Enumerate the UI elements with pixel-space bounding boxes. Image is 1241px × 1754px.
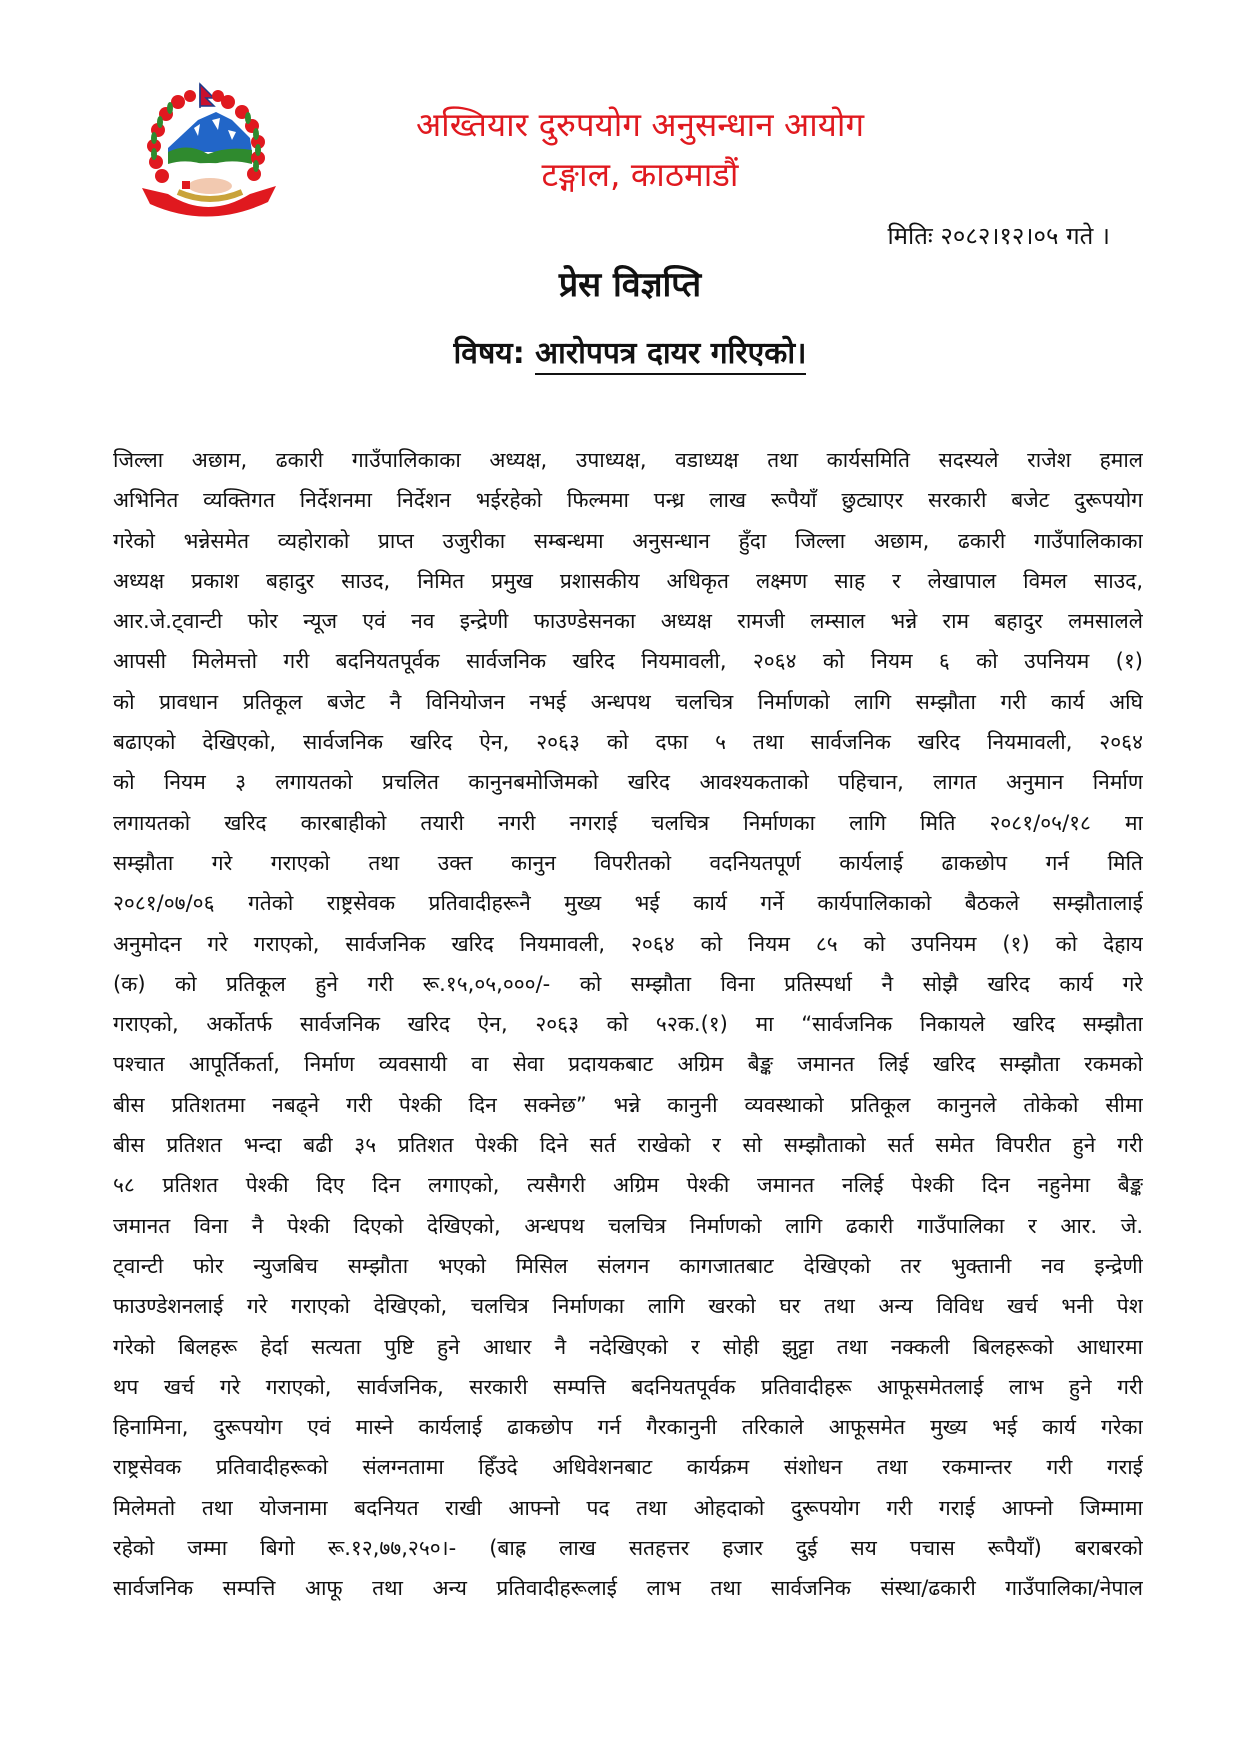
body-line: अनुमोदन गरे गराएको, सार्वजनिक खरिद नियमावली, २०६४ को नियम ८५ को उपनियम (१) को देहाय <box>113 931 1143 956</box>
body-line: को प्रावधान प्रतिकूल बजेट नै विनियोजन नभई अन्धपथ चलचित्र निर्माणको लागि सम्झौता गरी कार्य अघि <box>113 689 1143 714</box>
handshake-shape <box>188 178 232 194</box>
body-line: रहेको जम्मा बिगो रू.१२,७७,२५०।- (बाह्र लाख सतहत्तर हजार दुई सय पचास रूपैयाँ) बराबरको <box>113 1536 1143 1561</box>
body-line: को नियम ३ लगायतको प्रचलित कानुनबमोजिमको खरिद आवश्यकताको पहिचान, लागत अनुमान निर्माण <box>113 770 1143 795</box>
organization-name: अख्तियार दुरुपयोग अनुसन्धान आयोग <box>415 105 865 144</box>
body-line: बीस प्रतिशतमा नबढ्ने गरी पेश्की दिन सक्नेछ” भन्ने कानुनी व्यवस्थाको प्रतिकूल कानुनले तोकेको सीमा <box>113 1092 1143 1117</box>
body-line: (क) को प्रतिकूल हुने गरी रू.१५,०५,०००/- को सम्झौता विना प्रतिस्पर्धा नै सोझै खरिद कार्य गरे <box>113 971 1143 996</box>
body-line: लगायतको खरिद कारबाहीको तयारी नगरी नगराई चलचित्र निर्माणका लागि मिति २०८१/०५/१८ मा <box>113 810 1143 835</box>
body-line: सार्वजनिक सम्पत्ति आफू तथा अन्य प्रतिवादीहरूलाई लाभ तथा सार्वजनिक संस्था/ढकारी गाउँपालिका/नेपाल <box>113 1576 1143 1601</box>
body-line: थप खर्च गरे गराएको, सार्वजनिक, सरकारी सम्पत्ति बदनियतपूर्वक प्रतिवादीहरू आफूसमेतलाई लाभ हुने गरी <box>113 1374 1143 1399</box>
body-line: गरेको बिलहरू हेर्दा सत्यता पुष्टि हुने आधार नै नदेखिएको र सोही झुट्टा तथा नक्कली बिलहरूको आधारमा <box>113 1334 1143 1359</box>
nepal-national-emblem-icon <box>128 80 288 230</box>
subject-line <box>300 330 960 378</box>
body-line: जिल्ला अछाम, ढकारी गाउँपालिकाका अध्यक्ष, उपाध्यक्ष, वडाध्यक्ष तथा कार्यसमिति सदस्यले राजेश हमाल <box>113 448 1143 472</box>
body-line: सम्झौता गरे गराएको तथा उक्त कानुन विपरीतको वदनियतपूर्ण कार्यलाई ढाकछोप गर्न मिति <box>113 850 1143 875</box>
document-title: प्रेस विज्ञप्ति <box>558 265 702 305</box>
body-line: गराएको, अर्कोतर्फ सार्वजनिक खरिद ऐन, २०६३ को ५२क.(१) मा “सार्वजनिक निकायले खरिद सम्झौता <box>113 1012 1143 1037</box>
body-line: मिलेमतो तथा योजनामा बदनियत राखी आफ्नो पद तथा ओहदाको दुरूपयोग गरी गराई आफ्नो जिम्मामा <box>113 1495 1143 1520</box>
body-line: ५८ प्रतिशत पेश्की दिए दिन लगाएको, त्यसैगरी अग्रिम पेश्की जमानत नलिई पेश्की दिन नहुनेमा बैङ्क <box>113 1173 1143 1198</box>
body-paragraph <box>113 440 1143 1609</box>
subject-label: विषय: <box>453 336 525 371</box>
subject-text: आरोपपत्र दायर गरिएको। <box>535 336 806 375</box>
flag-shape <box>200 84 214 106</box>
emblem-graphic <box>128 80 288 230</box>
body-line: आर.जे.ट्वान्टी फोर न्यूज एवं नव इन्द्रेणी फाउण्डेसनका अध्यक्ष रामजी लम्साल भन्ने राम बहादुर लमसालले <box>113 609 1143 634</box>
body-line: जमानत विना नै पेश्की दिएको देखिएको, अन्धपथ चलचित्र निर्माणको लागि ढकारी गाउँपालिका र आर. जे. <box>113 1213 1143 1238</box>
body-line: बीस प्रतिशत भन्दा बढी ३५ प्रतिशत पेश्की दिने सर्त राखेको र सो सम्झौताको सर्त समेत विपरीत हुने गरी <box>113 1133 1143 1158</box>
document-date: मितिः २०८२।१२।०५ गते । <box>887 222 1110 250</box>
body-line: आपसी मिलेमत्तो गरी बदनियतपूर्वक सार्वजनिक खरिद नियमावली, २०६४ को नियम ६ को उपनियम (१) <box>113 649 1143 674</box>
body-line: हिनामिना, दुरूपयोग एवं मास्ने कार्यलाई ढाकछोप गर्न गैरकानुनी तरिकाले आफूसमेत मुख्य भई कार्य गरेका <box>113 1415 1143 1440</box>
body-line: राष्ट्रसेवक प्रतिवादीहरूको संलग्नतामा हिँउदे अधिवेशनबाट कार्यक्रम संशोधन तथा रकमान्तर गरी गराई <box>113 1455 1143 1480</box>
body-line: फाउण्डेशनलाई गरे गराएको देखिएको, चलचित्र निर्माणका लागि खरको घर तथा अन्य विविध खर्च भनी पेश <box>113 1294 1143 1319</box>
body-line: ट्वान्टी फोर न्युजबिच सम्झौता भएको मिसिल संलगन कागजातबाट देखिएको तर भुक्तानी नव इन्द्रेणी <box>113 1253 1143 1278</box>
body-line: अभिनित व्यक्तिगत निर्देशनमा निर्देशन भईरहेको फिल्ममा पन्ध्र लाख रूपैयाँ छुट्याएर सरकारी बजेट दुरूपयोग <box>113 488 1143 513</box>
body-line: पश्चात आपूर्तिकर्ता, निर्माण व्यवसायी वा सेवा प्रदायकबाट अग्रिम बैङ्क जमानत लिई खरिद सम्झौता रकमको <box>113 1052 1143 1077</box>
body-line: अध्यक्ष प्रकाश बहादुर साउद, निमित प्रमुख प्रशासकीय अधिकृत लक्ष्मण साह र लेखापाल विमल साउद, <box>113 568 1143 593</box>
organization-address: टङ्गाल, काठमाडौं <box>541 155 739 194</box>
body-line: गरेको भन्नेसमेत व्यहोराको प्राप्त उजुरीका सम्बन्धमा अनुसन्धान हुँदा जिल्ला अछाम, ढकारी गाउँपालिकाका <box>113 528 1143 553</box>
body-line: बढाएको देखिएको, सार्वजनिक खरिद ऐन, २०६३ को दफा ५ तथा सार्वजनिक खरिद नियमावली, २०६४ <box>113 730 1143 755</box>
body-line: २०८१/०७/०६ गतेको राष्ट्रसेवक प्रतिवादीहरूनै मुख्य भई कार्य गर्ने कार्यपालिकाको बैठकले सम्झौतालाई <box>113 891 1143 916</box>
